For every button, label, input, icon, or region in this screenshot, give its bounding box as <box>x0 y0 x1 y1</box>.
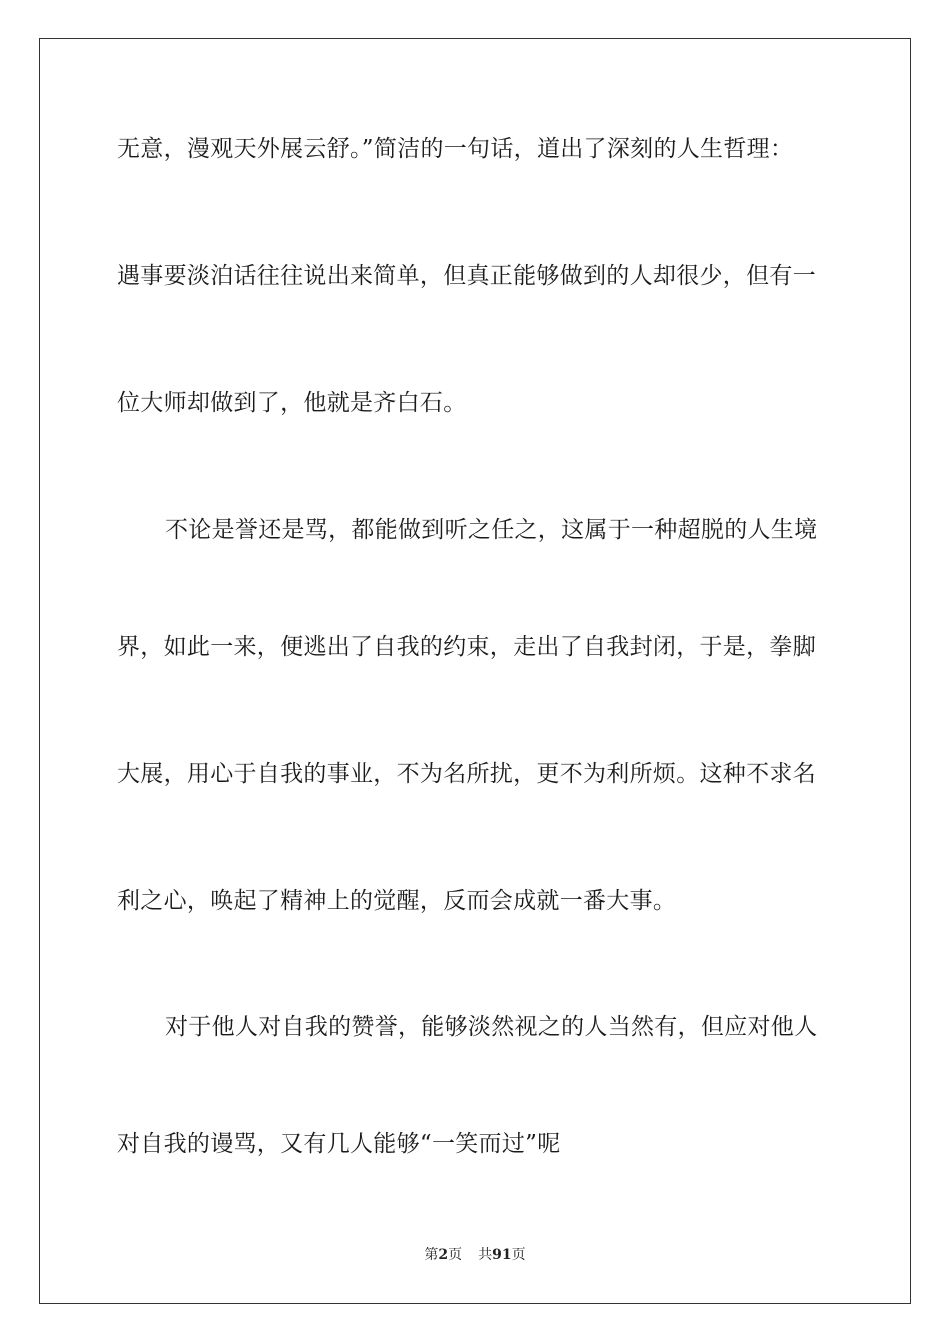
page-number-suffix: 页 <box>448 1247 463 1263</box>
page-footer <box>0 1245 950 1265</box>
page-number-prefix: 第 <box>424 1247 439 1263</box>
paragraph-1-line-3: 位大师却做到了，他就是齐白石。 <box>117 390 467 416</box>
paragraph-3-line-1: 对于他人对自我的赞誉，能够淡然视之的人当然有，但应对他人 <box>165 1014 818 1040</box>
paragraph-2-line-4: 利之心，唤起了精神上的觉醒，反而会成就一番大事。 <box>117 888 677 914</box>
paragraph-1-line-1: 无意，漫观天外展云舒。”简洁的一句话，道出了深刻的人生哲理： <box>117 136 794 162</box>
paragraph-1-line-2: 遇事要淡泊话往往说出来简单，但真正能够做到的人却很少，但有一 <box>117 263 816 289</box>
page-border <box>39 38 911 1304</box>
paragraph-3-line-2: 对自我的谩骂，又有几人能够“一笑而过”呢 <box>117 1131 561 1157</box>
total-pages-suffix: 页 <box>511 1247 526 1263</box>
paragraph-2-line-2: 界，如此一来，便逃出了自我的约束，走出了自我封闭，于是，拳脚 <box>117 634 816 660</box>
total-pages-prefix: 共 <box>478 1247 493 1263</box>
total-pages-number: 91 <box>492 1247 512 1263</box>
paragraph-2-line-1: 不论是誉还是骂，都能做到听之任之，这属于一种超脱的人生境 <box>165 517 818 543</box>
paragraph-2-line-3: 大展，用心于自我的事业，不为名所扰，更不为利所烦。这种不求名 <box>117 761 816 787</box>
current-page-number: 2 <box>438 1247 449 1263</box>
